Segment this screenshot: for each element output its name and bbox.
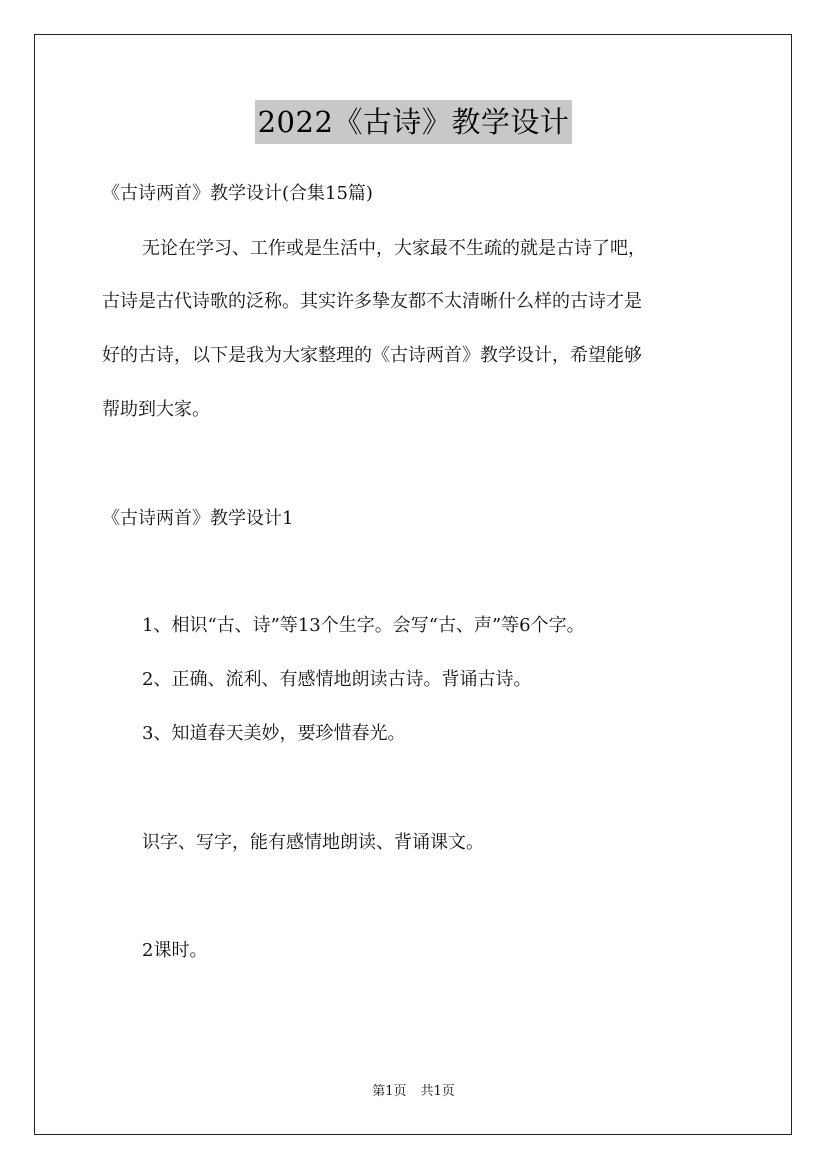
page-total: 共1页 — [420, 1084, 455, 1099]
objective-item-1: 1、相识“古、诗”等13个生字。会写“古、声”等6个字。 — [142, 615, 585, 636]
section-heading: 《古诗两首》教学设计1 — [102, 508, 294, 529]
objective-item-2: 2、正确、流利、有感情地朗读古诗。背诵古诗。 — [142, 669, 532, 690]
document-title: 2022《古诗》教学设计 — [255, 100, 573, 144]
page-footer — [0, 1083, 827, 1101]
class-hours-text: 2课时。 — [142, 940, 208, 961]
intro-line-1: 无论在学习、工作或是生活中，大家最不生疏的就是古诗了吧， — [142, 238, 646, 259]
title-container — [0, 100, 827, 144]
key-points-text: 识字、写字，能有感情地朗读、背诵课文。 — [142, 832, 484, 853]
objective-item-3: 3、知道春天美妙，要珍惜春光。 — [142, 723, 406, 744]
intro-line-4: 帮助到大家。 — [102, 399, 210, 420]
intro-line-3: 好的古诗，以下是我为大家整理的《古诗两首》教学设计，希望能够 — [102, 345, 642, 366]
intro-line-2: 古诗是古代诗歌的泛称。其实许多挚友都不太清晰什么样的古诗才是 — [102, 291, 642, 312]
document-subtitle: 《古诗两首》教学设计(合集15篇) — [102, 183, 373, 204]
page-number: 第1页 — [372, 1084, 407, 1099]
